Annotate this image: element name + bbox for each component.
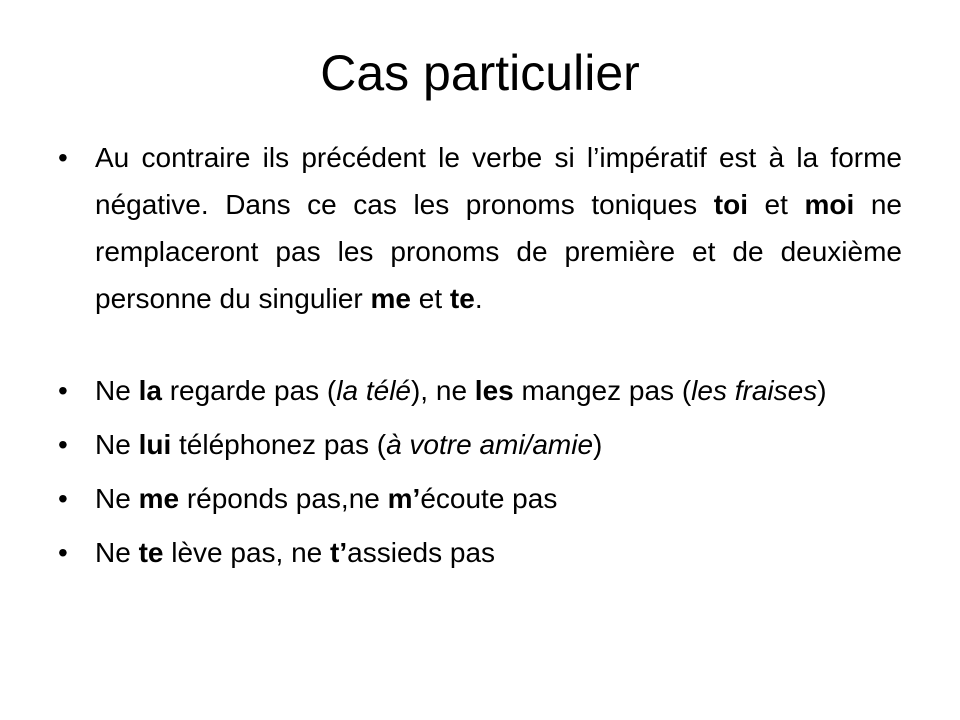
- bullet-list: [58, 134, 902, 574]
- italic-text: à votre ami/amie: [386, 429, 594, 460]
- bullet-marker: •: [58, 537, 68, 568]
- bullet-text: [95, 483, 557, 514]
- bold-text: te: [449, 283, 475, 314]
- text-run: et: [410, 283, 450, 314]
- text-run: Ne: [95, 537, 139, 568]
- bullet-item: [58, 370, 902, 412]
- bold-text: les: [474, 375, 514, 406]
- text-run: Au contraire ils précédent le verbe si l’impératif est à la forme négative. Dans ce cas les pronoms toniques: [95, 142, 902, 220]
- bullet-item: [58, 424, 902, 466]
- bold-text: me: [138, 483, 180, 514]
- text-run: regarde pas (: [161, 375, 337, 406]
- bullet-marker: •: [58, 429, 68, 460]
- text-run: .: [474, 283, 483, 314]
- italic-text: la télé: [336, 375, 411, 406]
- text-run: mangez pas (: [513, 375, 692, 406]
- bullet-item: [58, 532, 902, 574]
- bold-text: me: [370, 283, 411, 314]
- text-run: téléphonez pas (: [171, 429, 387, 460]
- text-run: assieds pas: [347, 537, 496, 568]
- text-run: ), ne: [410, 375, 475, 406]
- bullet-text: [95, 537, 495, 568]
- bold-text: toi: [713, 189, 748, 220]
- text-run: et: [747, 189, 805, 220]
- text-run: ): [817, 375, 827, 406]
- bold-text: t’: [330, 537, 348, 568]
- slide-title: Cas particulier: [320, 45, 640, 101]
- bold-text: te: [138, 537, 164, 568]
- text-run: lève pas, ne: [163, 537, 331, 568]
- bullet-marker: •: [58, 375, 68, 406]
- text-run: Ne: [95, 429, 139, 460]
- text-run: Ne: [95, 375, 139, 406]
- bullet-text: [95, 429, 602, 460]
- bold-text: lui: [138, 429, 172, 460]
- bold-text: la: [138, 375, 162, 406]
- bold-text: m’: [387, 483, 421, 514]
- bullet-text: [95, 142, 902, 314]
- italic-text: les fraises: [691, 375, 818, 406]
- bullet-text: [95, 375, 827, 406]
- bullet-item: [58, 134, 902, 322]
- bullet-marker: •: [58, 142, 68, 173]
- text-run: écoute pas: [420, 483, 558, 514]
- bullet-item: [58, 478, 902, 520]
- text-run: réponds pas,ne: [179, 483, 388, 514]
- text-run: ): [593, 429, 603, 460]
- bold-text: moi: [804, 189, 855, 220]
- text-run: Ne: [95, 483, 139, 514]
- text-run: ne remplaceront pas les pronoms de première et de deuxième personne du singulier: [95, 189, 902, 314]
- bullet-marker: •: [58, 483, 68, 514]
